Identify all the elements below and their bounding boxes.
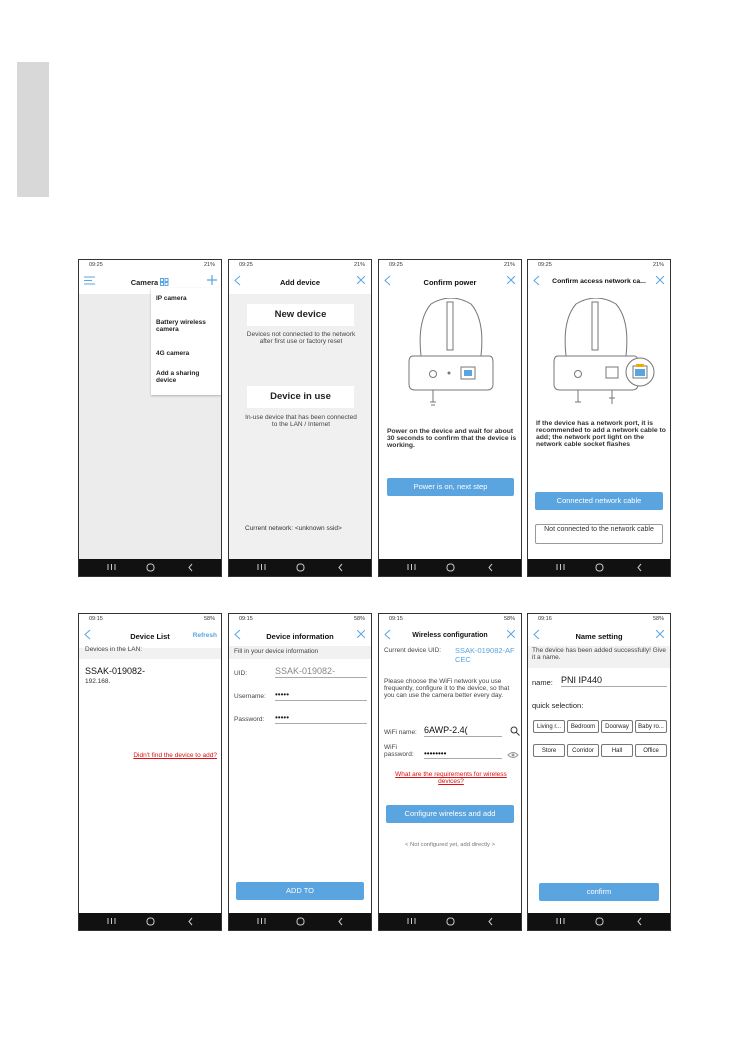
close-icon[interactable]	[357, 276, 365, 284]
recents-icon[interactable]	[407, 563, 416, 571]
new-device-button[interactable]: New device	[247, 304, 354, 326]
back-nav-icon[interactable]	[487, 917, 494, 926]
name-field[interactable]: PNI IP440	[561, 675, 667, 687]
back-nav-icon[interactable]	[337, 917, 344, 926]
recents-icon[interactable]	[556, 563, 565, 571]
name-label: name:	[532, 678, 553, 687]
recents-icon[interactable]	[556, 917, 565, 925]
android-nav-bar	[229, 559, 371, 576]
device-in-use-description: In-use device that has been connected to the LAN / Internet	[245, 414, 357, 428]
new-device-description: Devices not connected to the network after first use or factory reset	[246, 331, 356, 345]
home-icon[interactable]	[296, 563, 305, 572]
status-time: 09:15	[89, 616, 103, 622]
plus-icon[interactable]	[207, 275, 217, 285]
close-icon[interactable]	[507, 630, 515, 638]
wifi-instruction: Please choose the WiFi network you use frequently, configure it to the device, so that you can use the camera better every day.	[384, 678, 510, 699]
lan-label: Devices in the LAN:	[85, 646, 143, 653]
close-icon[interactable]	[507, 276, 515, 284]
page-title: Name setting	[575, 632, 623, 641]
add-to-button[interactable]: ADD TO	[236, 882, 364, 900]
username-label: Username:	[234, 693, 266, 700]
grid-icon[interactable]	[160, 278, 169, 286]
wifi-password-field[interactable]: ••••••••	[424, 749, 502, 759]
status-battery: 58%	[652, 616, 664, 622]
back-nav-icon[interactable]	[636, 563, 643, 572]
chip-bedroom[interactable]: Bedroom	[567, 720, 599, 733]
quick-selection-label: quick selection:	[532, 701, 584, 710]
password-label: Password:	[234, 716, 265, 723]
current-uid-label: Current device UID:	[384, 647, 442, 654]
back-nav-icon[interactable]	[187, 917, 194, 926]
home-icon[interactable]	[446, 563, 455, 572]
chip-living-room[interactable]: Living r...	[533, 720, 565, 733]
side-tab-marker	[17, 62, 49, 197]
network-cable-instruction: If the device has a network port, it is recommended to add a network cable to add; the network port light on the network cable socket flashes	[536, 420, 666, 448]
back-nav-icon[interactable]	[636, 917, 643, 926]
android-nav-bar	[528, 559, 670, 576]
android-nav-bar	[229, 913, 371, 930]
close-icon[interactable]	[656, 630, 664, 638]
password-field[interactable]: •••••	[275, 713, 367, 724]
connected-cable-button[interactable]: Connected network cable	[535, 492, 663, 510]
menu-item-4g-camera[interactable]: 4G camera	[156, 350, 190, 357]
confirm-button[interactable]: confirm	[539, 883, 659, 901]
page-title: Device information	[266, 632, 334, 641]
android-nav-bar	[79, 559, 221, 576]
home-icon[interactable]	[146, 917, 155, 926]
power-on-next-button[interactable]: Power is on, next step	[387, 478, 514, 496]
camera-illustration	[401, 298, 501, 410]
close-icon[interactable]	[656, 276, 664, 284]
header	[379, 272, 521, 294]
recents-icon[interactable]	[257, 563, 266, 571]
screen-confirm-power	[378, 259, 522, 577]
recents-icon[interactable]	[257, 917, 266, 925]
status-time: 09:25	[389, 262, 403, 268]
uid-label: UID:	[234, 670, 247, 677]
header	[79, 626, 221, 648]
status-battery: 21%	[503, 262, 515, 268]
didnt-find-device-link[interactable]: Didn't find the device to add?	[133, 752, 217, 759]
chip-doorway[interactable]: Doorway	[601, 720, 633, 733]
recents-icon[interactable]	[107, 563, 116, 571]
success-message: The device has been added successfully! Give it a name.	[532, 647, 667, 661]
android-nav-bar	[79, 913, 221, 930]
menu-item-battery-camera[interactable]: Battery wireless camera	[156, 319, 206, 333]
back-nav-icon[interactable]	[187, 563, 194, 572]
page-title: Camera	[130, 278, 159, 287]
back-nav-icon[interactable]	[487, 563, 494, 572]
status-bar	[229, 614, 371, 625]
add-menu	[151, 288, 221, 395]
screen-device-list	[78, 613, 222, 931]
fill-info-label: Fill in your device information	[234, 648, 319, 655]
home-icon[interactable]	[296, 917, 305, 926]
status-time: 09:15	[389, 616, 403, 622]
screen-camera-menu	[78, 259, 222, 577]
chip-office[interactable]: Office	[635, 744, 667, 757]
configure-wireless-button[interactable]: Configure wireless and add	[386, 805, 514, 823]
chip-hall[interactable]: Hall	[601, 744, 633, 757]
menu-item-sharing-device[interactable]: Add a sharing device	[156, 370, 200, 384]
status-battery: 58%	[353, 616, 365, 622]
power-instruction: Power on the device and wait for about 30 seconds to confirm that the device is working.	[387, 428, 517, 449]
status-battery: 21%	[652, 262, 664, 268]
status-bar	[528, 260, 670, 271]
wifi-name-field[interactable]: 6AWP-2.4(	[424, 725, 502, 737]
screen-name-setting	[527, 613, 671, 931]
device-entry-ip: 192.168.	[85, 678, 111, 685]
wifi-name-label: WiFi name:	[384, 729, 417, 736]
status-time: 09:15	[239, 616, 253, 622]
status-battery: 58%	[203, 616, 215, 622]
home-icon[interactable]	[446, 917, 455, 926]
chip-corridor[interactable]: Corridor	[567, 744, 599, 757]
eye-icon[interactable]	[507, 751, 519, 759]
chip-store[interactable]: Store	[533, 744, 565, 757]
menu-item-ip-camera[interactable]: IP camera	[156, 295, 187, 302]
status-bar	[379, 260, 521, 271]
not-connected-cable-button[interactable]: Not connected to the network cable	[535, 524, 663, 544]
username-field[interactable]: •••••	[275, 690, 367, 701]
uid-field[interactable]: SSAK-019082-	[275, 666, 367, 678]
screen-confirm-network-cable	[527, 259, 671, 577]
recents-icon[interactable]	[107, 917, 116, 925]
status-time: 09:25	[239, 262, 253, 268]
page-title: Device List	[130, 632, 170, 641]
home-icon[interactable]	[595, 917, 604, 926]
header	[528, 626, 670, 648]
chip-baby-room[interactable]: Baby ro...	[635, 720, 667, 733]
header	[379, 626, 521, 648]
status-bar	[528, 614, 670, 625]
current-network: Current network: <unknown ssid>	[245, 525, 342, 532]
camera-illustration	[546, 298, 658, 410]
header	[229, 626, 371, 648]
page-title: Confirm power	[423, 278, 477, 287]
status-battery: 58%	[503, 616, 515, 622]
current-uid-value: SSAK-019082-AF CEC	[455, 646, 515, 664]
header	[229, 272, 371, 294]
home-icon[interactable]	[146, 563, 155, 572]
status-battery: 21%	[353, 262, 365, 268]
android-nav-bar	[528, 913, 670, 930]
add-directly-link[interactable]: < Not configured yet, add directly >	[405, 842, 495, 848]
search-icon[interactable]	[510, 726, 520, 736]
status-bar	[379, 614, 521, 625]
status-battery: 21%	[203, 262, 215, 268]
status-bar	[79, 260, 221, 271]
page-title: Confirm access network ca...	[552, 278, 646, 285]
status-bar	[229, 260, 371, 271]
wireless-requirements-link[interactable]: What are the requirements for wireless devices?	[395, 771, 507, 785]
status-bar	[79, 614, 221, 625]
screen-device-information	[228, 613, 372, 931]
screen-wireless-configuration	[378, 613, 522, 931]
page-title: Wireless configuration	[412, 632, 488, 639]
close-icon[interactable]	[357, 630, 365, 638]
device-in-use-button[interactable]: Device in use	[247, 386, 354, 408]
status-time: 09:25	[89, 262, 103, 268]
page-title: Add device	[279, 278, 320, 287]
screen-add-device	[228, 259, 372, 577]
wifi-password-label: WiFi password:	[384, 744, 414, 758]
recents-icon[interactable]	[407, 917, 416, 925]
device-entry-name[interactable]: SSAK-019082-	[85, 666, 146, 676]
status-time: 09:16	[538, 616, 552, 622]
back-nav-icon[interactable]	[337, 563, 344, 572]
header	[528, 272, 670, 294]
home-icon[interactable]	[595, 563, 604, 572]
status-time: 09:25	[538, 262, 552, 268]
refresh-button[interactable]: Refresh	[192, 632, 217, 639]
android-nav-bar	[379, 913, 521, 930]
android-nav-bar	[379, 559, 521, 576]
